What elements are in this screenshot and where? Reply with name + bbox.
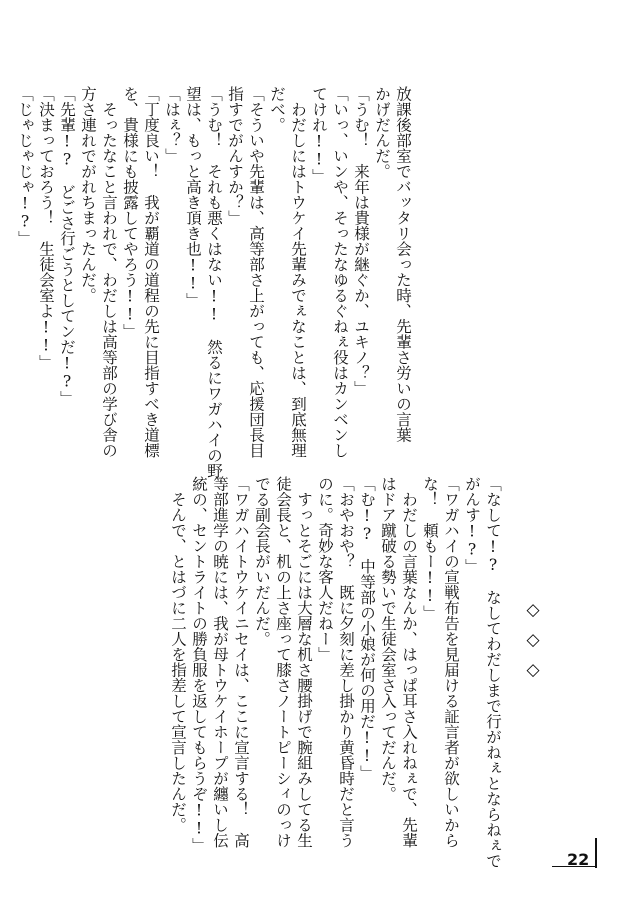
text-line: 「決まっておろう！ 生徒会室よ!!」 [37,86,55,370]
text-line: だべ。 [268,86,286,133]
text-line: 「うむ！ それも悪くはない!! 然るにワガハイの野 [205,86,223,479]
text-line: 「おやおや？ 既に夕刻に差し掛かり黄昏時だと言う [337,476,355,848]
text-line: すっとそごには大層な机さ腰掛げで腕組みしてる生 [295,476,313,848]
text-line: 「いっ、いンや、そったなゆるぐねぇ役はカンベンし [331,86,349,458]
text-line: てけれ!!」 [310,86,328,184]
text-line: のに。奇妙な客人だねー」 [316,476,334,662]
text-line: 「じゃじゃじゃ!?」 [16,86,34,246]
text-line: でる副会長がいだんだ。 [253,476,271,647]
text-line: かげだんだ。 [373,86,391,179]
text-line: 望は、もっと高き頂き也!!」 [184,86,202,308]
page-number-rule-vertical [595,838,597,868]
text-line: 「ワガハイトウケイニセイは、ここに宣言する！ 高 [232,476,250,848]
page-number: 22 [567,850,590,869]
text-line: わだしの言葉なんか、はっぱ耳さ入れねぇで、先輩 [400,476,418,848]
text-line: 「なして!? なしてわだしまで行がねぇとならねぇで [484,476,502,869]
text-line: 等部進学の暁には、我が母トウケイホープが纏いし伝 [211,476,229,848]
text-line: はドア蹴破る勢いで生徒会室さ入ってだんだ。 [379,476,397,802]
text-line: 指すでがんすか？」 [226,86,244,226]
text-line: 「丁度良い！ 我が覇道の道程の先に目指すべき道標 [142,86,160,458]
text-line: わだしにはトウケイ先輩みでぇなことは、到底無理 [289,86,307,458]
text-line: 放課後部室でバッタリ会った時、先輩さ労いの言葉 [394,86,412,443]
text-line: そんで、とはづに二人を指差して宣言したんだ。 [169,476,187,833]
text-line: な！ 頼もー!!」 [421,476,439,621]
text-line: 「そういや先輩は、高等部さ上がっても、応援団長目 [247,86,265,458]
text-line: 「先輩!? どごさ行ごうとしてンだ!?」 [58,86,76,406]
text-line: 統の、セントライトの勝負服を返してもらうぞ!!」 [190,476,208,853]
section-break-mark: ◇◇◇ [523,600,543,690]
text-line: を、貴様にも披露してやろう!!」 [121,86,139,339]
text-line: 「はぇ？」 [163,86,181,164]
text-line: 方さ連れでがれちまったんだ。 [79,86,97,303]
text-line: がんす!?」 [463,476,481,574]
text-line: 「うむ！ 来年は貴様が継ぐか、ユキノ？」 [352,86,370,396]
text-line: そったなこと言われで、わだしは高等部の学び舎の [100,86,118,458]
text-line: 「む!? 中等部の小娘が何の用だ!!」 [358,476,376,781]
text-line: 「ワガハイの宣戦布告を見届ける証言者が欲しいから [442,476,460,848]
text-line: 徒会長と、机の上さ座って膝さノートピーシィのっけ [274,476,292,848]
